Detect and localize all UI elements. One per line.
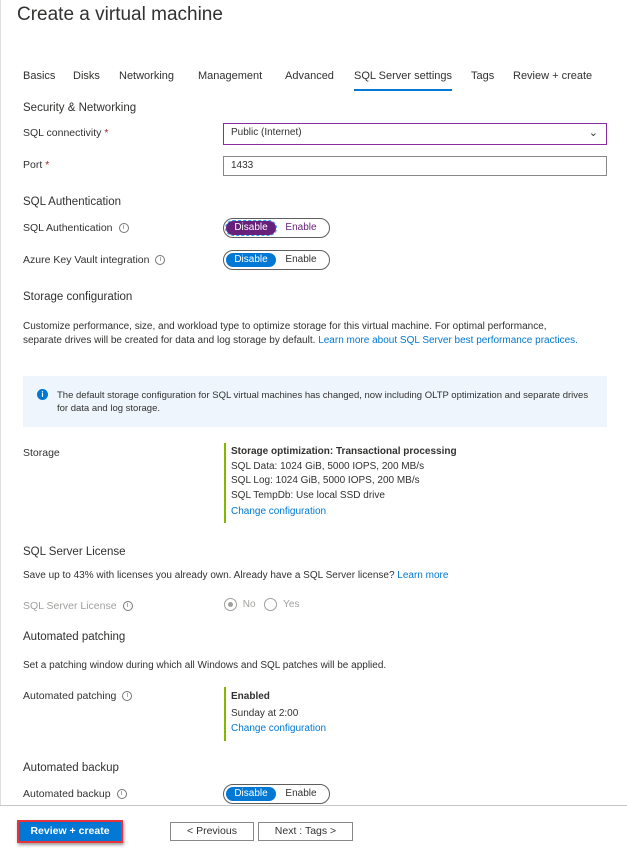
- enable-option[interactable]: Enable: [285, 254, 317, 265]
- info-icon[interactable]: i: [119, 223, 129, 233]
- info-icon[interactable]: i: [123, 601, 133, 611]
- tab-advanced[interactable]: Advanced: [285, 70, 334, 82]
- patching-summary: [224, 687, 326, 741]
- patching-change-config-link[interactable]: Change configuration: [231, 723, 327, 734]
- patching-label: [23, 690, 132, 702]
- tab-tags[interactable]: Tags: [471, 70, 495, 82]
- storage-heading: Storage configuration: [23, 291, 133, 303]
- patching-heading: Automated patching: [23, 631, 126, 643]
- storage-label: Storage: [23, 447, 60, 459]
- enable-option[interactable]: Enable: [285, 788, 317, 799]
- info-icon[interactable]: i: [155, 255, 165, 265]
- tab-basics[interactable]: Basics: [23, 70, 56, 82]
- license-radio-group: [224, 598, 299, 611]
- security-heading: Security & Networking: [23, 102, 137, 114]
- required-marker: *: [104, 127, 109, 139]
- label-text: Azure Key Vault integration: [23, 254, 150, 266]
- sql-connectivity-label: [23, 127, 108, 139]
- info-text-1: The default storage configuration for SQL virtual machines has changed, now including OLTP optimization and separate drives: [57, 390, 589, 401]
- best-practices-link[interactable]: Learn more about SQL Server best performance practices.: [318, 335, 578, 346]
- patching-desc: Set a patching window during which all Windows and SQL patches will be applied.: [23, 660, 387, 671]
- disable-option[interactable]: Disable: [226, 221, 276, 235]
- label-text: SQL Server License: [23, 600, 117, 612]
- info-circle-icon: i: [37, 389, 48, 400]
- page-title: Create a virtual machine: [17, 4, 223, 25]
- storage-change-config-link[interactable]: Change configuration: [231, 506, 327, 517]
- desc-text: Save up to 43% with licenses you already own. Already have a SQL Server license?: [23, 570, 395, 581]
- backup-toggle[interactable]: [223, 784, 330, 804]
- storage-line: SQL TempDb: Use local SSD drive: [231, 489, 385, 501]
- sql-auth-label: [23, 222, 129, 234]
- storage-line: SQL Data: 1024 GiB, 5000 IOPS, 200 MB/s: [231, 460, 425, 472]
- label-text: Port: [23, 159, 43, 171]
- storage-summary: [224, 443, 457, 523]
- info-icon[interactable]: i: [122, 691, 132, 701]
- sql-connectivity-select[interactable]: [223, 123, 607, 145]
- learn-more-link[interactable]: Learn more: [397, 570, 449, 581]
- tab-sql-server-settings[interactable]: SQL Server settings: [354, 70, 453, 82]
- radio-no-label: No: [242, 599, 256, 611]
- license-label: [23, 600, 133, 612]
- label-text: Automated backup: [23, 788, 111, 800]
- label-text: SQL Authentication: [23, 222, 113, 234]
- info-banner: [23, 376, 607, 427]
- sql-auth-toggle[interactable]: [223, 218, 330, 238]
- desc-text: separate drives will be created for data and log storage by default.: [23, 335, 316, 346]
- backup-label: [23, 788, 127, 800]
- review-create-button[interactable]: Review + create: [17, 820, 123, 843]
- license-desc: [23, 570, 448, 581]
- patching-status: Enabled: [231, 691, 270, 702]
- tab-disks[interactable]: Disks: [73, 70, 100, 82]
- label-text: SQL connectivity: [23, 127, 102, 139]
- select-value: Public (Internet): [231, 127, 302, 138]
- left-border: [0, 0, 1, 805]
- patching-schedule: Sunday at 2:00: [231, 708, 299, 719]
- chevron-down-icon: ⌄: [588, 127, 598, 139]
- tab-review-create[interactable]: Review + create: [513, 70, 593, 82]
- akv-label: [23, 254, 165, 266]
- sql-auth-heading: SQL Authentication: [23, 196, 122, 208]
- port-label: [23, 159, 49, 171]
- storage-title: Storage optimization: Transactional processing: [231, 446, 457, 457]
- active-tab-indicator: [354, 89, 452, 91]
- storage-desc-1: Customize performance, size, and workload type to optimize storage for this virtual machine. For optimal performance,: [23, 321, 547, 332]
- radio-no[interactable]: [224, 598, 237, 611]
- footer-divider: [0, 805, 627, 806]
- previous-button[interactable]: < Previous: [170, 822, 254, 841]
- akv-toggle[interactable]: [223, 250, 330, 270]
- tab-management[interactable]: Management: [198, 70, 263, 82]
- info-icon[interactable]: i: [117, 789, 127, 799]
- storage-desc-2: [23, 335, 578, 346]
- backup-heading: Automated backup: [23, 762, 119, 774]
- tab-networking[interactable]: Networking: [119, 70, 175, 82]
- disable-option[interactable]: Disable: [226, 787, 276, 801]
- required-marker: *: [45, 159, 50, 171]
- disable-option[interactable]: Disable: [226, 253, 276, 267]
- radio-yes[interactable]: [264, 598, 277, 611]
- next-tags-button[interactable]: Next : Tags >: [258, 822, 353, 841]
- license-heading: SQL Server License: [23, 546, 126, 558]
- info-text-2: for data and log storage.: [57, 403, 160, 414]
- storage-line: SQL Log: 1024 GiB, 5000 IOPS, 200 MB/s: [231, 475, 420, 486]
- enable-option[interactable]: Enable: [285, 222, 317, 233]
- radio-yes-label: Yes: [283, 599, 300, 611]
- port-input[interactable]: 1433: [223, 156, 607, 176]
- label-text: Automated patching: [23, 690, 117, 702]
